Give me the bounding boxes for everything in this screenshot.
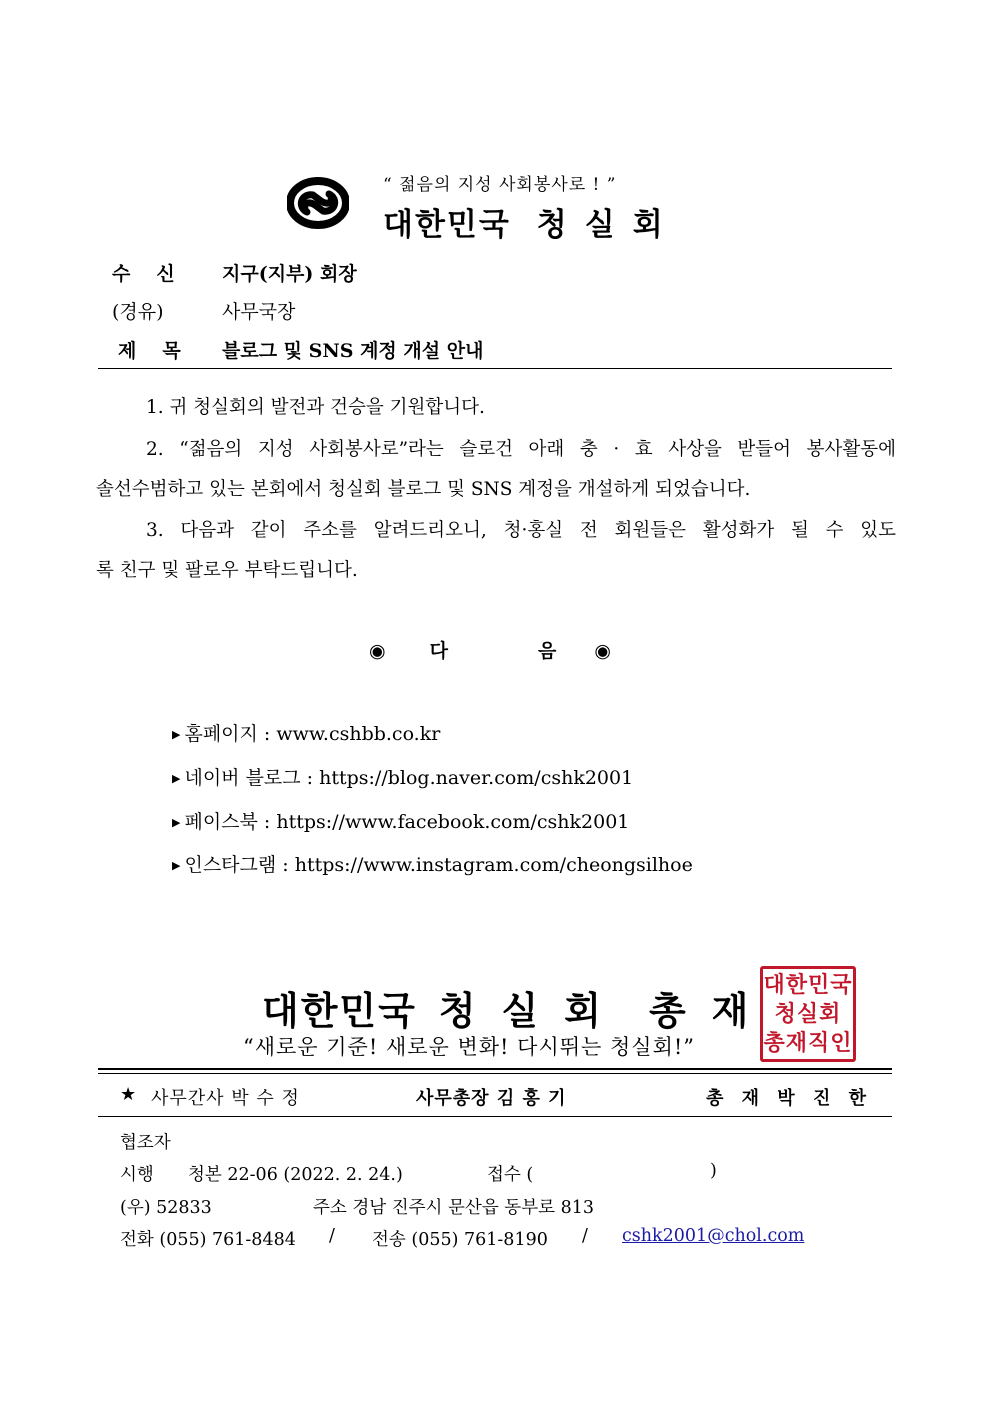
cooperator-label: 협조자 — [120, 1133, 171, 1153]
footer-title-org: 청실회 — [438, 988, 627, 1033]
target-symbol-icon: ◉ — [369, 640, 386, 662]
list-item[interactable] — [172, 807, 629, 834]
paragraph-3-line-2: 록 친구 및 팔로우 부탁드립니다. — [96, 560, 358, 581]
footer-divider-bottom — [98, 1116, 892, 1117]
subject-label: 제목 — [118, 340, 207, 362]
via-value: 사무국장 — [222, 301, 296, 323]
footer-title-country: 대한민국 — [262, 988, 417, 1033]
instagram-link[interactable]: 인스타그램 : https://www.instagram.com/cheongsilhoe — [184, 854, 693, 876]
list-item[interactable] — [172, 719, 440, 746]
naver-blog-link[interactable]: 네이버 블로그 : https://blog.naver.com/cshk2001 — [184, 767, 634, 789]
enforcement-label: 시행 — [120, 1165, 154, 1185]
footer-slogan: “새로운 기준! 새로운 변화! 다시뛰는 청실회!” — [243, 1035, 696, 1059]
header-divider — [98, 368, 892, 369]
recipient-value: 지구(지부) 회장 — [222, 263, 357, 285]
enforcement-value: 청본 22-06 (2022. 2. 24.) — [188, 1165, 403, 1185]
header-slogan: “ 젊음의 지성 사회봉사로 ! ” — [383, 175, 617, 195]
seal-line-3: 총재직인 — [763, 1030, 853, 1056]
triangle-bullet-icon: ▶ — [172, 859, 181, 872]
phone: 전화 (055) 761-8484 — [120, 1230, 296, 1250]
target-symbol-icon: ◉ — [594, 640, 611, 662]
next-heading-a: 다 — [429, 640, 448, 662]
next-heading — [369, 636, 611, 663]
org-title — [383, 199, 681, 244]
star-icon: ★ — [120, 1084, 137, 1105]
seal-line-1: 대한민국 — [763, 972, 853, 998]
footer-title-role: 총재 — [648, 988, 775, 1033]
paragraph-2-line-1: 2. “젊음의 지성 사회봉사로”라는 슬로건 아래 충 · 효 사상을 받들어 봉사활동에 — [146, 439, 896, 460]
org-title-name: 청실회 — [536, 207, 681, 243]
recipient-label: 수신 — [112, 263, 201, 285]
homepage-link[interactable]: 홈페이지 : www.cshbb.co.kr — [184, 723, 441, 745]
address: 주소 경남 진주시 문산읍 동부로 813 — [313, 1198, 594, 1218]
subject-value: 블로그 및 SNS 계정 개설 안내 — [222, 340, 484, 362]
cheongsilhoe-logo-icon — [287, 177, 349, 229]
paragraph-1: 1. 귀 청실회의 발전과 건승을 기원합니다. — [146, 397, 485, 418]
footer-title — [262, 980, 774, 1035]
separator: / — [582, 1226, 588, 1246]
footer-divider-top — [98, 1068, 892, 1070]
via-label: (경유) — [112, 301, 164, 323]
official-seal — [760, 966, 856, 1062]
next-heading-b: 음 — [537, 640, 557, 662]
list-item[interactable] — [172, 763, 633, 790]
triangle-bullet-icon: ▶ — [172, 816, 181, 829]
org-title-country: 대한민국 — [383, 207, 511, 243]
staff-president: 총 재 박 진 한 — [706, 1088, 873, 1109]
postal-code: (우) 52833 — [120, 1198, 212, 1218]
fax: 전송 (055) 761-8190 — [372, 1230, 548, 1250]
separator: / — [329, 1226, 335, 1246]
paragraph-3-line-1: 3. 다음과 같이 주소를 알려드리오니, 청·홍실 전 회원들은 활성화가 될 수 있도 — [146, 520, 896, 541]
facebook-link[interactable]: 페이스북 : https://www.facebook.com/cshk2001 — [184, 811, 630, 833]
staff-secretary-general: 사무총장 김 홍 기 — [416, 1088, 567, 1109]
seal-line-2: 청실회 — [774, 1001, 842, 1027]
triangle-bullet-icon: ▶ — [172, 772, 181, 785]
email-link[interactable]: cshk2001@chol.com — [622, 1226, 805, 1246]
paragraph-2-line-2: 솔선수범하고 있는 본회에서 청실회 블로그 및 SNS 계정을 개설하게 되었습니다. — [96, 479, 751, 500]
receipt-label: 접수 ( — [487, 1165, 534, 1185]
list-item[interactable] — [172, 850, 693, 877]
receipt-close: ) — [710, 1161, 717, 1181]
triangle-bullet-icon: ▶ — [172, 728, 181, 741]
staff-secretary: 사무간사 박 수 정 — [151, 1088, 300, 1109]
footer-divider-top-inner — [98, 1073, 892, 1074]
